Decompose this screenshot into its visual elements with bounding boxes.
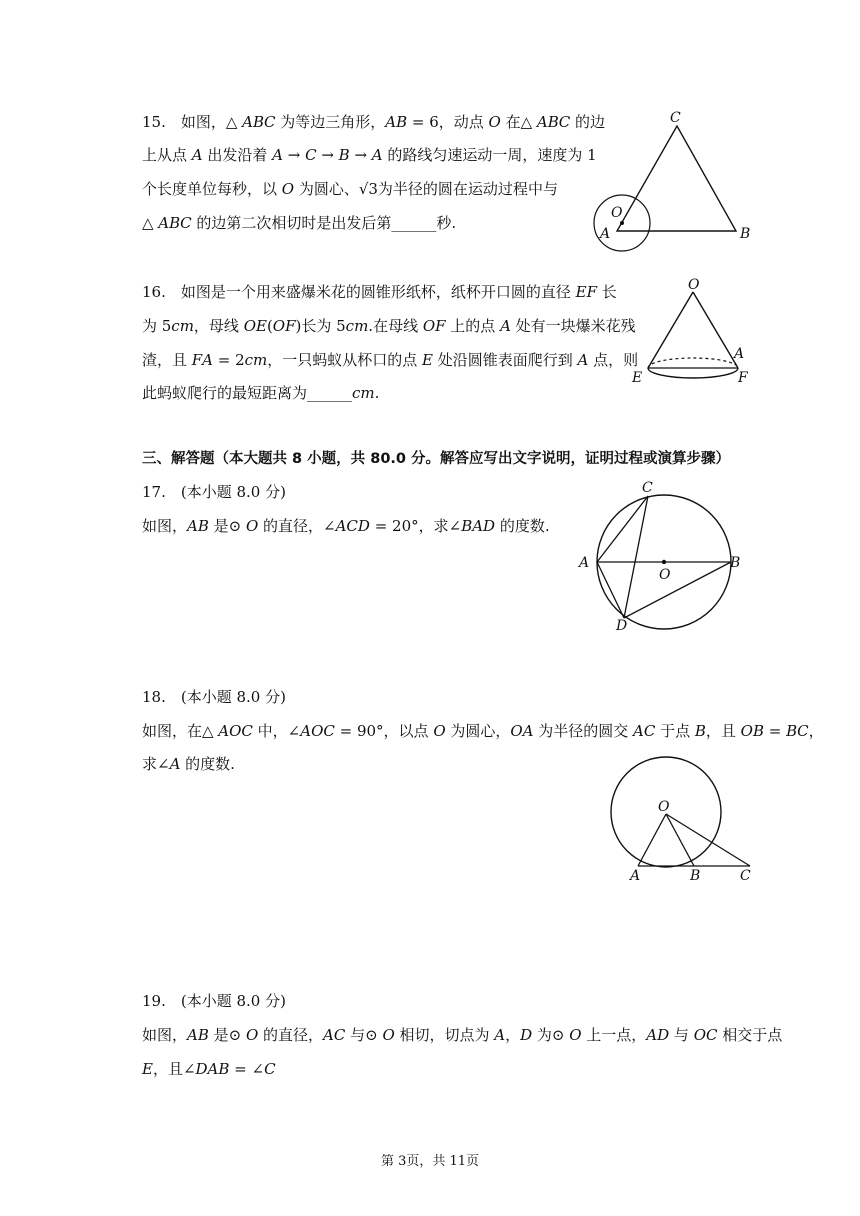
q19-line-1: 如图，𝐴𝐵 是⊙ 𝑂 的直径，𝐴𝐶 与⊙ 𝑂 相切，切点为 𝐴，𝐷 为⊙ 𝑂 上一点，𝐴𝐷 与 𝑂𝐶 相交于点 bbox=[142, 1026, 783, 1044]
q19-line-2: 𝐸，且∠𝐷𝐴𝐵 = ∠𝐶 bbox=[142, 1060, 276, 1078]
label-d: D bbox=[616, 618, 628, 634]
q16-line-1: 16. 如图是一个用来盛爆米花的圆锥形纸杯，纸杯开口圆的直径 𝐸𝐹 长 bbox=[142, 283, 617, 301]
label-a: A bbox=[579, 555, 590, 571]
q18-circle-figure bbox=[602, 756, 762, 888]
label-a: A bbox=[630, 868, 641, 884]
q19-title: 19. (本小题 8.0 分) bbox=[142, 992, 286, 1010]
q17-circle-figure bbox=[575, 478, 750, 638]
label-c: C bbox=[670, 110, 681, 126]
chord-db bbox=[624, 562, 731, 618]
label-c: C bbox=[642, 480, 653, 496]
label-a: A bbox=[600, 226, 611, 242]
label-e: E bbox=[632, 370, 643, 386]
label-f: F bbox=[738, 370, 748, 386]
q16-line-4: 此蚂蚁爬行的最短距离为______𝑐𝑚. bbox=[142, 384, 380, 402]
segment-ob bbox=[666, 814, 694, 866]
label-a: A bbox=[734, 346, 745, 362]
q16-line-3: 渣，且 𝐹𝐴 = 2𝑐𝑚，一只蚂蚁从杯口的点 𝐸 处沿圆锥表面爬行到 𝐴 点，则 bbox=[142, 351, 639, 369]
chord-cd bbox=[624, 496, 648, 618]
q15-line-2: 上从点 𝐴 出发沿着 𝐴 → 𝐶 → 𝐵 → 𝐴 的路线匀速运动一周，速度为 1 bbox=[142, 146, 597, 164]
section-3-heading: 三、解答题（本大题共 8 小题，共 80.0 分。解答应写出文字说明，证明过程或演算步骤） bbox=[142, 451, 731, 467]
q15-line-3: 个长度单位每秒，以 𝑂 为圆心、√3为半径的圆在运动过程中与 bbox=[142, 180, 558, 198]
label-b: B bbox=[730, 555, 741, 571]
q18-title: 18. (本小题 8.0 分) bbox=[142, 688, 286, 706]
label-b: B bbox=[690, 868, 701, 884]
q17-text: 如图，𝐴𝐵 是⊙ 𝑂 的直径，∠𝐴𝐶𝐷 = 20°，求∠𝐵𝐴𝐷 的度数. bbox=[142, 517, 550, 535]
cone-rim-front bbox=[648, 368, 738, 378]
segment-oa bbox=[638, 814, 666, 866]
q16-line-2: 为 5𝑐𝑚，母线 𝑂𝐸(𝑂𝐹)长为 5𝑐𝑚.在母线 𝑂𝐹 上的点 𝐴 处有一块爆米花残 bbox=[142, 317, 636, 335]
page-footer: 第 3页，共 11页 bbox=[380, 1154, 480, 1169]
point-o bbox=[620, 221, 624, 225]
chord-ac bbox=[597, 496, 648, 562]
label-c: C bbox=[740, 868, 751, 884]
segment-oc bbox=[666, 814, 750, 866]
triangle-abc bbox=[617, 126, 736, 231]
q18-line-2: 求∠𝐴 的度数. bbox=[142, 755, 235, 773]
label-o: O bbox=[688, 277, 700, 293]
q17-title: 17. (本小题 8.0 分) bbox=[142, 483, 286, 501]
q15-line-1: 15. 如图，△ 𝐴𝐵𝐶 为等边三角形，𝐴𝐵 = 6，动点 𝑂 在△ 𝐴𝐵𝐶 的边 bbox=[142, 113, 606, 131]
label-b: B bbox=[740, 226, 751, 242]
q15-triangle-figure bbox=[590, 105, 760, 245]
center-point bbox=[662, 560, 666, 564]
q16-cone-figure bbox=[628, 278, 758, 388]
generatrix-of bbox=[693, 292, 738, 368]
cone-rim-back bbox=[648, 358, 738, 368]
generatrix-oe bbox=[648, 292, 693, 368]
label-o: O bbox=[658, 799, 670, 815]
q18-line-1: 如图，在△ 𝐴𝑂𝐶 中，∠𝐴𝑂𝐶 = 90°，以点 𝑂 为圆心，𝑂𝐴 为半径的圆交 𝐴𝐶 于点 𝐵，且 𝑂𝐵 = 𝐵𝐶， bbox=[142, 722, 824, 740]
q15-line-4: △ 𝐴𝐵𝐶 的边第二次相切时是出发后第______秒. bbox=[142, 214, 457, 232]
label-o: O bbox=[659, 567, 671, 583]
label-o: O bbox=[611, 205, 623, 221]
chord-ad bbox=[597, 562, 624, 618]
